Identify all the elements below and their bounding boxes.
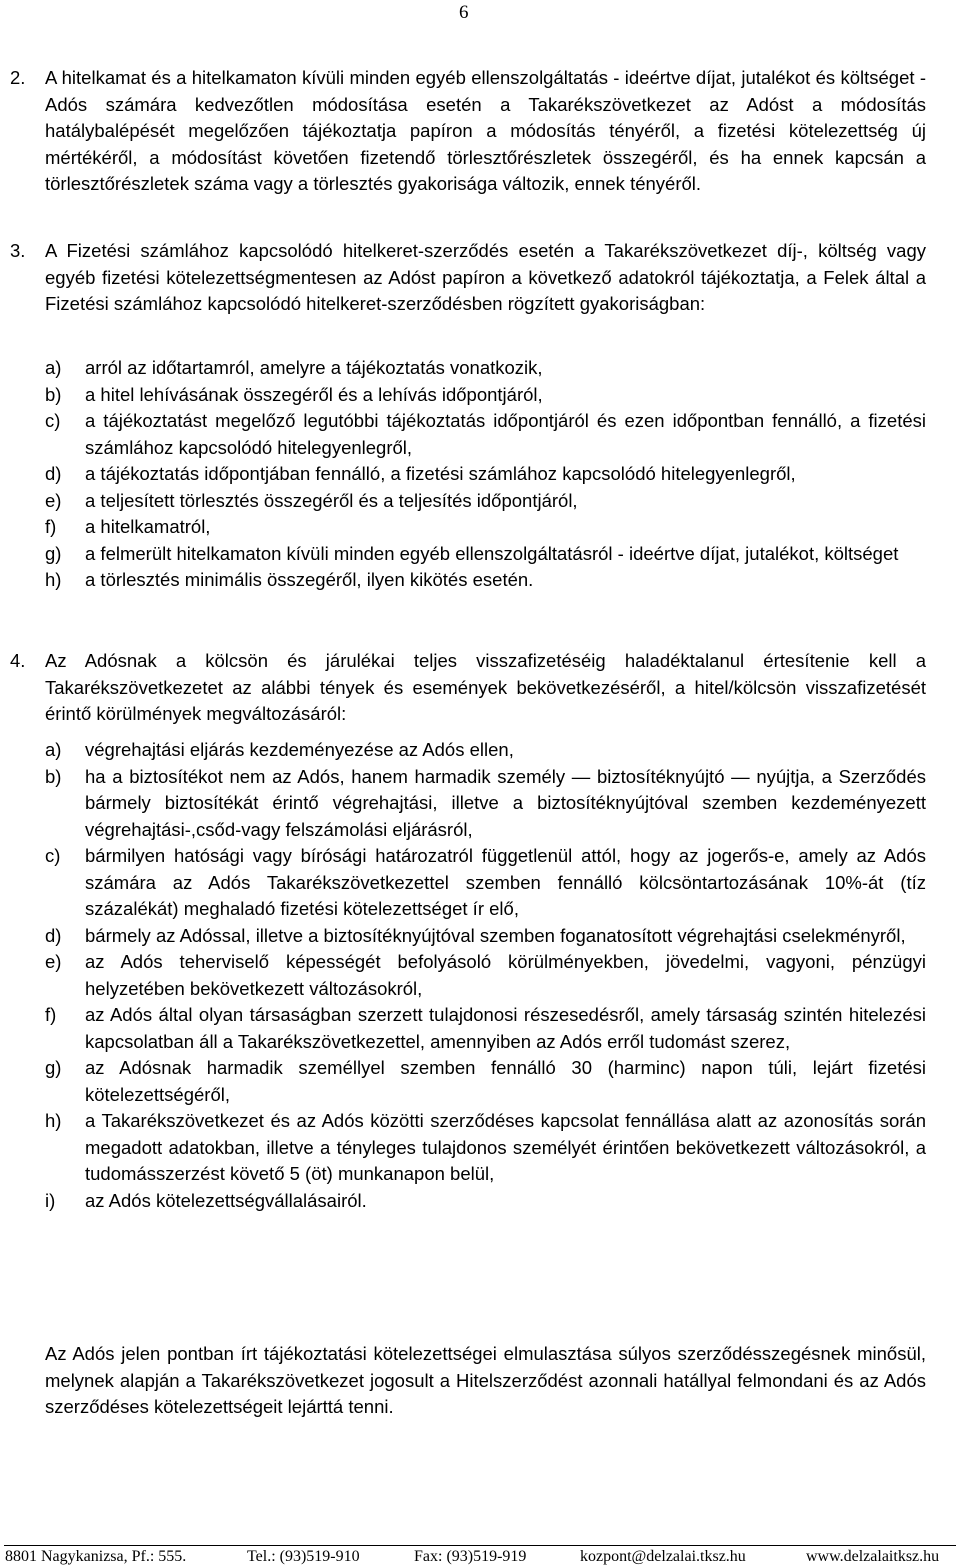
list-label: f) xyxy=(45,516,57,537)
list-item xyxy=(45,764,926,844)
list-text: az Adós által olyan társaságban szerzett tulajdonosi részesedésről, amely társaság szintén hitelezési kapcsolatban áll a Takarékszövetkezettel, amennyiben az Adós erről tudomást szerez, xyxy=(85,1004,926,1052)
list-label: h) xyxy=(45,569,62,590)
list-item xyxy=(45,541,926,568)
list-text: végrehajtási eljárás kezdeményezése az Adós ellen, xyxy=(85,739,514,760)
list-item xyxy=(45,461,926,488)
list-label: c) xyxy=(45,845,61,866)
list-item xyxy=(45,567,926,594)
footer-email-link[interactable]: kozpont@delzalai.tksz.hu xyxy=(580,1548,746,1565)
list-label: h) xyxy=(45,1110,62,1131)
list-text: bármely az Adóssal, illetve a biztosítéknyújtóval szemben foganatosított végrehajtási cselekményről, xyxy=(85,924,906,946)
list-label: e) xyxy=(45,489,62,511)
footer-website-link[interactable]: www.delzalaitksz.hu xyxy=(806,1548,940,1565)
clause-3-list xyxy=(10,355,926,594)
list-label: a) xyxy=(45,357,62,378)
list-text: a hitelkamatról, xyxy=(85,516,211,537)
list-label: f) xyxy=(45,1004,57,1025)
list-item xyxy=(45,514,926,541)
page-number: 6 xyxy=(459,2,469,23)
list-text: a Takarékszövetkezet és az Adós közötti szerződéses kapcsolat fennállása alatt az azonosítás során megadott adatokban, illetve a tényleges tulajdonos személyét érintően bekövetkezett változásokról, a tudomásszerzést követő 5 (öt) munkanapon belül, xyxy=(85,1110,926,1184)
clause-text: A Fizetési számlához kapcsolódó hitelkeret-szerződés esetén a Takarékszövetkezet díj-, költség vagy egyéb fizetési kötelezettségmentesen az Adóst papíron a következő adatokról tájékoztatja, a Felek által a Fizetési számlához kapcsolódó hitelkeret-szerződésben rögzített gyakoriságban: xyxy=(45,240,926,314)
closing-paragraph: Az Adós jelen pontban írt tájékoztatási kötelezettségei elmulasztása súlyos szerződésszegésnek minősül, melynek alapján a Takarékszövetkezet jogosult a Hitelszerződést azonnali hatállyal felmondani és az Adós szerződéses kötelezettségeit lejárttá tenni. xyxy=(45,1343,926,1417)
list-text: az Adósnak harmadik személlyel szemben fennálló 30 (harminc) napon túli, lejárt fizetési kötelezettségéről, xyxy=(85,1057,926,1105)
list-label: i) xyxy=(45,1189,56,1211)
list-item xyxy=(45,1002,926,1055)
list-text: az Adós teherviselő képességét befolyásoló körülményekben, jövedelmi, vagyoni, pénzügyi helyzetében bekövetkezett változásokról, xyxy=(85,951,926,999)
list-text: bármilyen hatósági vagy bírósági határozatról függetlenül attól, hogy az jogerős-e, amely az Adós számára az Adós Takarékszövetkezettel szemben fennálló kölcsöntartozásának 10%-át (tíz százalékát) meghaladó fizetési kötelezettséget ír elő, xyxy=(85,845,926,919)
clause-number: 3. xyxy=(10,240,26,261)
footer-address: 8801 Nagykanizsa, Pf.: 555. xyxy=(5,1548,187,1565)
list-label: c) xyxy=(45,410,61,431)
clause-number: 2. xyxy=(10,67,26,88)
list-text: arról az időtartamról, amelyre a tájékoztatás vonatkozik, xyxy=(85,357,543,378)
clause-text: A hitelkamat és a hitelkamaton kívüli minden egyéb ellenszolgáltatás - ideértve díjat, jutalékot és költséget - Adós számára kedvezőtlen módosítása esetén a Takarékszövetkezet az Adóst a módosítás hatálybalépését megelőzően tájékoztatja papíron a módosítás tényéről, a fizetési kötelezettség új mértékéről, a módosítást követően fizetendő törlesztőrészletek összegéről, és ha ennek kapcsán a törlesztőrészletek száma vagy a törlesztés gyakorisága változik, ennek tényéről. xyxy=(45,67,926,194)
list-text: a felmerült hitelkamaton kívüli minden egyéb ellenszolgáltatásról - ideértve díjat, jutalékot, költséget xyxy=(85,542,899,564)
list-item xyxy=(45,949,926,1002)
list-label: g) xyxy=(45,542,62,564)
footer-phone: Tel.: (93)519-910 xyxy=(247,1548,360,1565)
list-item xyxy=(45,1188,926,1215)
list-text: ha a biztosítékot nem az Adós, hanem harmadik személy — biztosítéknyújtó — nyújtja, a Szerződés bármely biztosítékát érintő végrehajtási, illetve a biztosítéknyújtóval szemben kezdeményezett végrehajtási-,csőd-vagy felszámolási eljárásról, xyxy=(85,765,926,840)
list-item xyxy=(45,1055,926,1108)
list-label: g) xyxy=(45,1057,62,1078)
list-text: a tájékoztatást megelőző legutóbbi tájékoztatás időpontjáról és ezen időpontban fennálló, a fizetési számlához kapcsolódó hitelegyenlegről, xyxy=(85,410,926,458)
list-label: b) xyxy=(45,383,62,405)
list-label: d) xyxy=(45,463,62,484)
list-label: a) xyxy=(45,739,62,760)
list-text: a hitel lehívásának összegéről és a lehívás időpontjáról, xyxy=(85,383,543,405)
list-item xyxy=(45,923,926,950)
list-text: a tájékoztatás időpontjában fennálló, a fizetési számlához kapcsolódó hitelegyenlegről, xyxy=(85,463,796,484)
list-item xyxy=(45,488,926,515)
list-label: d) xyxy=(45,924,62,946)
list-text: a törlesztés minimális összegéről, ilyen kikötés esetén. xyxy=(85,569,534,590)
clause-4 xyxy=(10,648,926,728)
clause-number: 4. xyxy=(10,650,26,671)
list-label: b) xyxy=(45,765,62,787)
list-item xyxy=(45,843,926,923)
list-text: az Adós kötelezettségvállalásairól. xyxy=(85,1189,367,1211)
list-item xyxy=(45,382,926,409)
list-text: a teljesített törlesztés összegéről és a teljesítés időpontjáról, xyxy=(85,489,578,511)
page-footer xyxy=(0,1545,960,1567)
clause-2 xyxy=(10,65,926,198)
clause-text: Az Adósnak a kölcsön és járulékai teljes visszafizetéséig haladéktalanul értesítenie kell a Takarékszövetkezetet az alábbi tények és események bekövetkezéséről, a hitel/kölcsön visszafizetését érintő körülmények megváltozásáról: xyxy=(45,650,926,724)
list-label: e) xyxy=(45,951,62,972)
list-item xyxy=(45,408,926,461)
footer-divider xyxy=(4,1545,956,1546)
list-item xyxy=(45,1108,926,1188)
list-item xyxy=(45,737,926,764)
clause-3 xyxy=(10,238,926,318)
footer-fax: Fax: (93)519-919 xyxy=(414,1548,527,1565)
list-item xyxy=(45,355,926,382)
clause-4-list xyxy=(10,737,926,1214)
